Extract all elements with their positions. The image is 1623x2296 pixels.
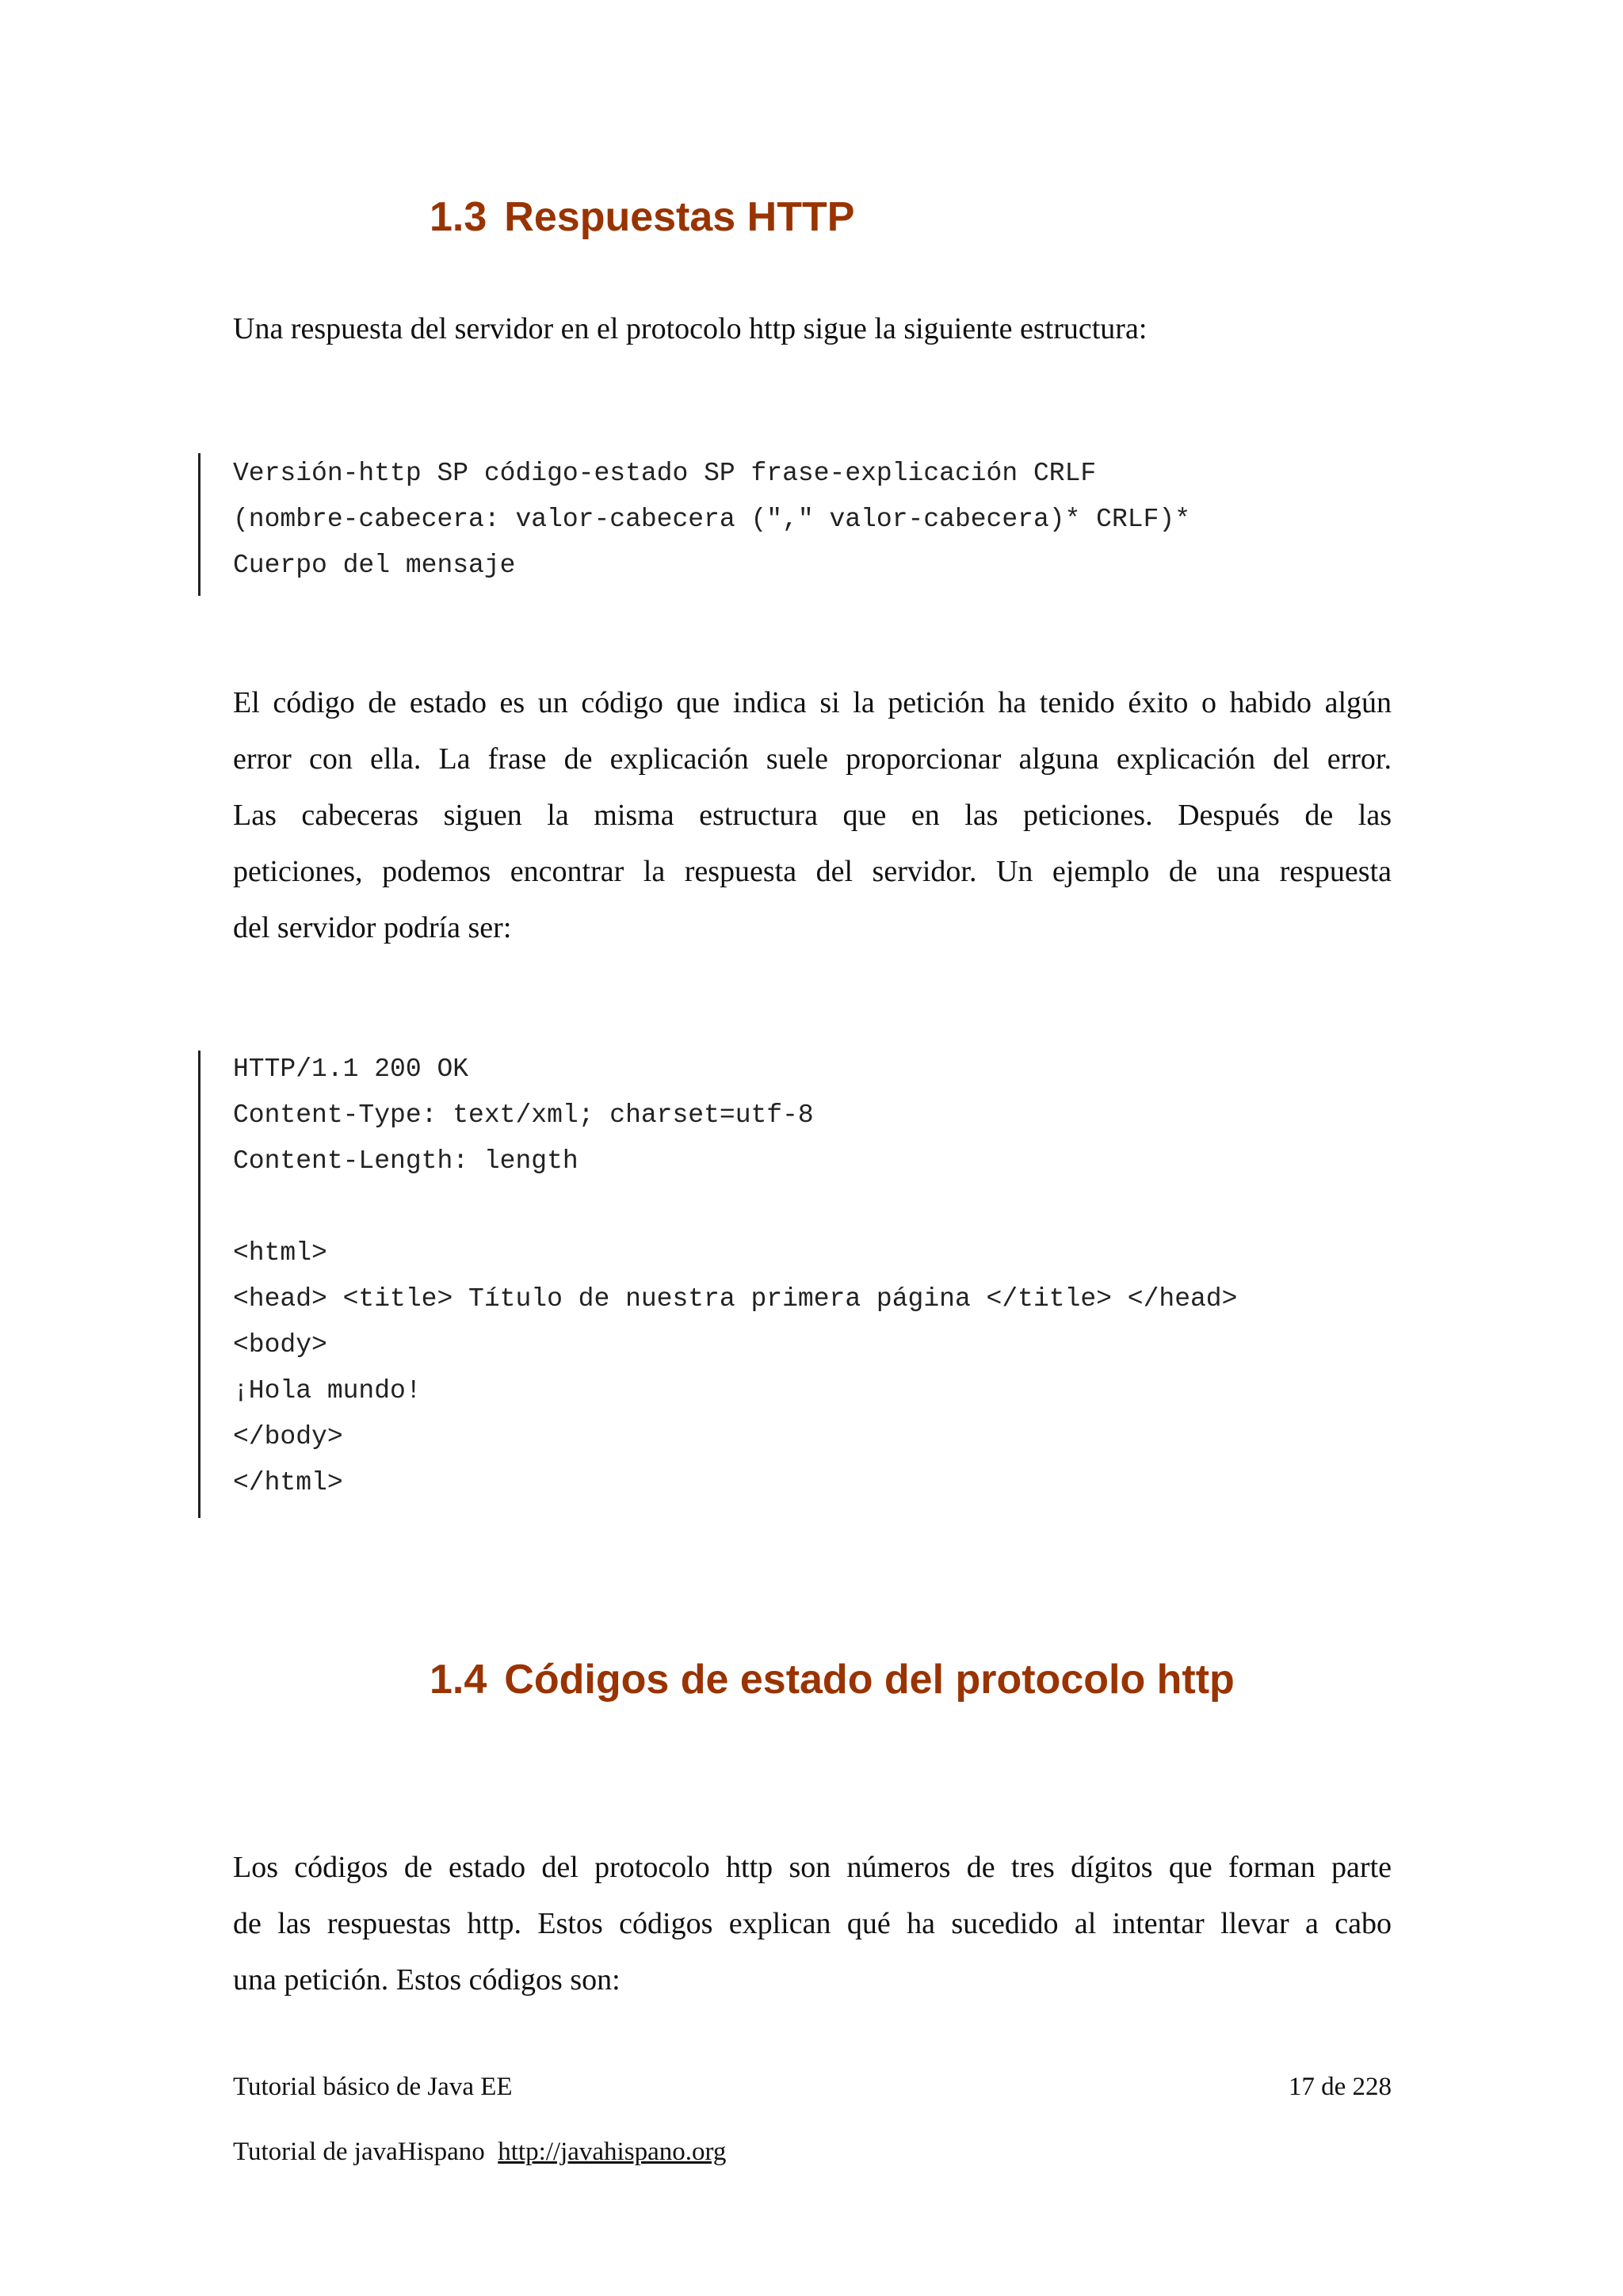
code-line: Content-Type: text/xml; charset=utf-8 — [233, 1100, 814, 1130]
footer-title: Tutorial básico de Java EE — [233, 2073, 513, 2101]
section-number: 1.3 — [430, 194, 487, 240]
code-line: <html> — [233, 1238, 327, 1268]
paragraph-line: Los códigos de estado del protocolo http son números de tres dígitos que forman parte — [233, 1851, 1392, 1884]
code-line: (nombre-cabecera: valor-cabecera ("," valor-cabecera)* CRLF)* — [233, 505, 1190, 534]
code-block-bar — [198, 453, 200, 596]
paragraph-line: El código de estado es un código que indica si la petición ha tenido éxito o habido algún — [233, 686, 1392, 719]
code-line: </html> — [233, 1468, 343, 1497]
section-title: Respuestas HTTP — [504, 194, 855, 240]
footer-credit — [233, 2136, 726, 2168]
paragraph-line: Las cabeceras siguen la misma estructura que en las peticiones. Después de las — [233, 799, 1392, 832]
section-number: 1.4 — [430, 1657, 487, 1703]
code-line: Cuerpo del mensaje — [233, 551, 516, 580]
paragraph-line: de las respuestas http. Estos códigos explican qué ha sucedido al intentar llevar a cabo — [233, 1907, 1392, 1940]
explanation-paragraph — [233, 675, 1392, 956]
code-line: </body> — [233, 1422, 343, 1451]
example-code-block — [198, 1051, 1387, 1518]
page-number: 17 de 228 — [1288, 2073, 1392, 2101]
section-heading-1-4 — [430, 1656, 1235, 1703]
code-line: ¡Hola mundo! — [233, 1376, 422, 1405]
code-line: Content-Length: length — [233, 1146, 579, 1176]
section-heading-1-3 — [430, 193, 854, 241]
javahispano-link[interactable]: http://javahispano.org — [498, 2138, 727, 2166]
code-line: <head> <title> Título de nuestra primera página </title> </head> — [233, 1284, 1238, 1314]
paragraph-line: peticiones, podemos encontrar la respuesta del servidor. Un ejemplo de una respuesta — [233, 855, 1392, 888]
section-title: Códigos de estado del protocolo http — [504, 1657, 1235, 1703]
code-line: Versión-http SP código-estado SP frase-explicación CRLF — [233, 459, 1097, 488]
paragraph-line: una petición. Estos códigos son: — [233, 1963, 621, 1997]
intro-paragraph: Una respuesta del servidor en el protocolo http sigue la siguiente estructura: — [233, 312, 1148, 345]
paragraph-line: del servidor podría ser: — [233, 911, 512, 944]
code-block-bar — [198, 1051, 200, 1518]
code-line: HTTP/1.1 200 OK — [233, 1055, 469, 1084]
footer-credit-text: Tutorial de javaHispano — [233, 2138, 485, 2166]
paragraph-line: error con ella. La frase de explicación suele proporcionar alguna explicación del error. — [233, 742, 1392, 776]
structure-code-block — [198, 453, 1387, 596]
codes-paragraph — [233, 1840, 1392, 2008]
code-line: <body> — [233, 1330, 327, 1360]
